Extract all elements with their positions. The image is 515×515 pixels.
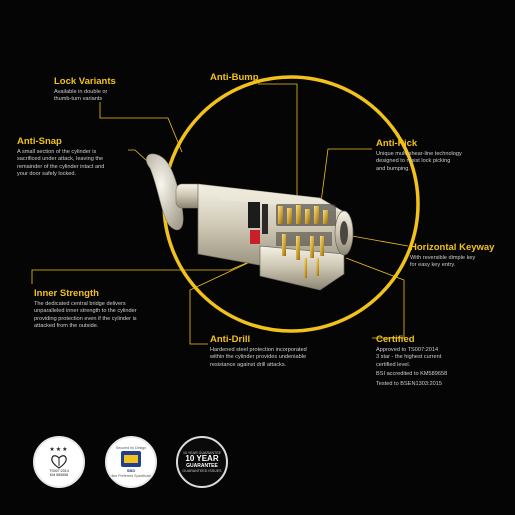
kitemark-badge [33,436,85,488]
feature-anti-drill [210,334,307,369]
guarantee-years: 10 YEAR [185,454,219,463]
feature-lock-variants [54,76,116,104]
desc-line: attacked from the outside. [34,323,99,330]
desc-line: unparalleled inner strength to the cylinder [34,308,137,315]
feature-description [34,301,137,331]
desc-line: resistance against drill attacks. [210,361,287,368]
badge-ring-top: 10 YEAR GUARANTEE [182,451,222,455]
feature-title: Horizontal Keyway [410,242,495,253]
feature-title: Anti-Pick [376,138,418,149]
desc-line: A small section of the cylinder is [17,149,97,155]
police-shield-icon [120,450,142,468]
desc-line: With reversible dimple key [410,255,476,261]
desc-line: providing protection even if the cylinder is [34,315,137,322]
feature-title: Inner Strength [34,288,99,299]
star-rating: ★★★ [49,446,69,453]
feature-anti-snap [17,136,104,179]
guarantee-badge [176,436,228,488]
desc-line: Tested to BSEN1303:2015 [376,380,442,387]
feature-certified [376,334,447,388]
desc-line: BSI accredited to KM589658 [376,371,448,378]
feature-description [210,347,307,369]
feature-description [54,89,116,104]
desc-line: thumb-turn variants [54,96,103,103]
desc-line: for easy key entry. [410,262,456,269]
standard-label: TS007:2014 [49,468,69,473]
desc-line: designed to resist lock picking [376,158,451,165]
badge-top-text: Secured by Design [115,446,147,450]
desc-line: certified level. [376,361,411,368]
desc-line: 3 star - the highest current [376,354,442,361]
feature-title: Lock Variants [54,76,116,87]
desc-line: remainder of the cylinder intact and [17,163,105,170]
feature-title: Anti-Snap [17,136,62,147]
desc-line: within the cylinder provides undeniable [210,354,307,361]
feature-description [17,149,104,179]
feature-anti-pick [376,138,462,173]
feature-title: Anti-Drill [210,334,251,345]
kitemark-icon [50,453,68,469]
desc-line: Available in double or [54,89,108,95]
licence-label: KM 589658 [49,473,69,477]
feature-description [376,151,462,173]
badge-bottom-text: Police Preferred Specification [107,474,155,478]
badge-center-text: SBD [126,468,136,473]
desc-line: The dedicated central bridge delivers [34,301,126,307]
desc-line: sacrificed under attack, leaving the [17,156,104,163]
feature-title: Anti-Bump [210,72,259,83]
desc-line: Hardened steel protection incorporated [210,347,307,353]
feature-horizontal-keyway [410,242,494,270]
feature-inner-strength [34,288,137,331]
feature-description [376,347,447,388]
feature-anti-bump [210,72,259,85]
badge-ring-bottom: GUARANTEED ISSUES [182,469,222,473]
desc-line: Approved to TS007:2014 [376,347,439,353]
secured-by-design-badge [105,436,157,488]
feature-description [410,255,494,270]
desc-line: Unique multi shear-line technology [376,151,462,157]
desc-line: and bumping. [376,165,410,172]
thumb-turn [146,154,202,230]
feature-title: Certified [376,334,415,345]
guarantee-label: GUARANTEE [186,463,218,469]
desc-line: your door safely locked. [17,171,77,178]
